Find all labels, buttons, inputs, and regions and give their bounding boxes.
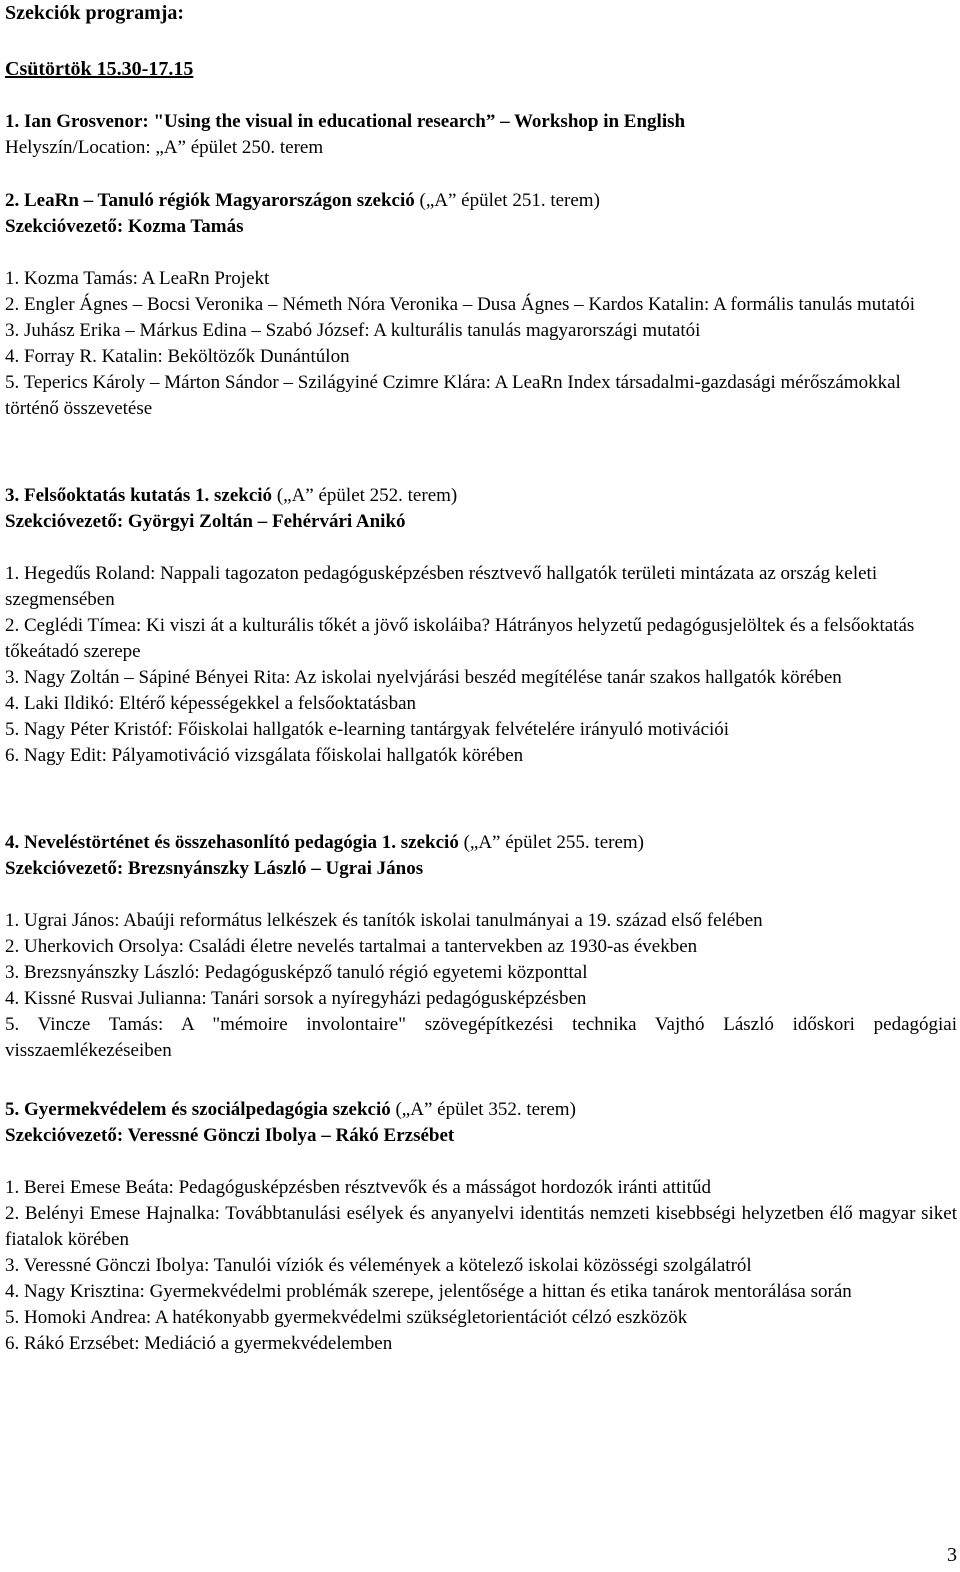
section-5-heading [5, 1097, 957, 1123]
list-item: 3. Juhász Erika – Márkus Edina – Szabó József: A kulturális tanulás magyarországi mutatói [5, 320, 701, 341]
section-1-heading: 1. Ian Grosvenor: "Using the visual in educational research” – Workshop in English [5, 111, 686, 132]
list-item: 2. Belényi Emese Hajnalka: Továbbtanulási esélyek és anyanyelvi identitás nemzeti kisebbségi helyzetben élő magyar siket fiatalok körében [5, 1203, 957, 1250]
list-item: 5. Nagy Péter Kristóf: Főiskolai hallgatók e-learning tantárgyak felvételére irányuló motivációi [5, 719, 730, 740]
list-item: 5. Homoki Andrea: A hatékonyabb gyermekvédelmi szükségletorientációt célzó eszközök [5, 1307, 688, 1328]
section-3-items [5, 561, 957, 769]
section-1-location: Helyszín/Location: „A” épület 250. terem [5, 137, 324, 158]
section-3-title: 3. Felsőoktatás kutatás 1. szekció [5, 485, 273, 506]
list-item: 1. Ugrai János: Abaúji református lelkészek és tanítók iskolai tanulmányai a 19. század első felében [5, 910, 763, 931]
section-2-heading [5, 188, 957, 214]
section-1 [5, 109, 957, 161]
section-5 [5, 1097, 957, 1357]
section-4 [5, 830, 957, 1064]
list-item: 4. Kissné Rusvai Julianna: Tanári sorsok a nyíregyházi pedagógusképzésben [5, 988, 587, 1009]
list-item: 1. Berei Emese Beáta: Pedagógusképzésben résztvevők és a másságot hordozók iránti attitűd [5, 1177, 711, 1198]
list-item: 4. Laki Ildikó: Eltérő képességekkel a felsőoktatásban [5, 693, 417, 714]
section-5-location: („A” épület 352. terem) [390, 1099, 576, 1120]
list-item: 4. Nagy Krisztina: Gyermekvédelmi problémák szerepe, jelentősége a hittan és etika tanárok mentorálása során [5, 1281, 852, 1302]
list-item: 1. Kozma Tamás: A LeaRn Projekt [5, 268, 270, 289]
list-item: 3. Brezsnyánszky László: Pedagógusképző tanuló régió egyetemi központtal [5, 962, 588, 983]
section-4-chair: Szekcióvezető: Brezsnyánszky László – Ugrai János [5, 858, 424, 879]
list-item: 6. Rákó Erzsébet: Mediáció a gyermekvédelemben [5, 1333, 393, 1354]
section-5-chair: Szekcióvezető: Veressné Gönczi Ibolya – Rákó Erzsébet [5, 1125, 455, 1146]
list-item: 2. Uherkovich Orsolya: Családi életre nevelés tartalmai a tantervekben az 1930-as években [5, 936, 698, 957]
list-item: 3. Nagy Zoltán – Sápiné Bényei Rita: Az iskolai nyelvjárási beszéd megítélése tanár szakos hallgatók körében [5, 667, 842, 688]
list-item: 6. Nagy Edit: Pályamotiváció vizsgálata főiskolai hallgatók körében [5, 745, 524, 766]
list-item: 2. Engler Ágnes – Bocsi Veronika – Németh Nóra Veronika – Dusa Ágnes – Kardos Katalin: A formális tanulás mutatói [5, 294, 916, 315]
section-3-location: („A” épület 252. terem) [272, 485, 458, 506]
section-2 [5, 188, 957, 422]
section-4-items [5, 908, 957, 1064]
list-item: 3. Veressné Gönczi Ibolya: Tanulói víziók és vélemények a kötelező iskolai közösségi szolgálatról [5, 1255, 752, 1276]
day-heading: Csütörtök 15.30-17.15 [5, 58, 194, 80]
page-number: 3 [947, 1544, 957, 1566]
document-title: Szekciók programja: [5, 2, 185, 24]
section-4-title: 4. Neveléstörténet és összehasonlító pedagógia 1. szekció [5, 832, 459, 853]
section-5-title: 5. Gyermekvédelem és szociálpedagógia szekció [5, 1099, 391, 1120]
section-2-chair: Szekcióvezető: Kozma Tamás [5, 216, 244, 237]
list-item: 2. Ceglédi Tímea: Ki viszi át a kulturális tőkét a jövő iskoláiba? Hátrányos helyzetű pedagógusjelöltek és a felsőoktatás tőkeátadó szerepe [5, 615, 915, 662]
list-item: 5. Vincze Tamás: A "mémoire involontaire" szövegépítkezési technika Vajthó László időskori pedagógiai visszaemlékezéseiben [5, 1014, 957, 1061]
section-3 [5, 483, 957, 769]
section-2-items [5, 266, 957, 422]
section-5-items [5, 1175, 957, 1357]
list-item: 5. Teperics Károly – Márton Sándor – Szilágyiné Czimre Klára: A LeaRn Index társadalmi-gazdasági mérőszámokkal történő összevetése [5, 372, 901, 419]
section-3-heading [5, 483, 957, 509]
list-item: 1. Hegedűs Roland: Nappali tagozaton pedagógusképzésben résztvevő hallgatók területi mintázata az ország keleti szegmensében [5, 563, 878, 610]
section-2-title: 2. LeaRn – Tanuló régiók Magyarországon szekció [5, 190, 415, 211]
section-4-location: („A” épület 255. terem) [458, 832, 644, 853]
section-3-chair: Szekcióvezető: Györgyi Zoltán – Fehérvári Anikó [5, 511, 406, 532]
list-item: 4. Forray R. Katalin: Beköltözők Dunántúlon [5, 346, 350, 367]
section-2-location: („A” épület 251. terem) [414, 190, 600, 211]
section-4-heading [5, 830, 957, 856]
